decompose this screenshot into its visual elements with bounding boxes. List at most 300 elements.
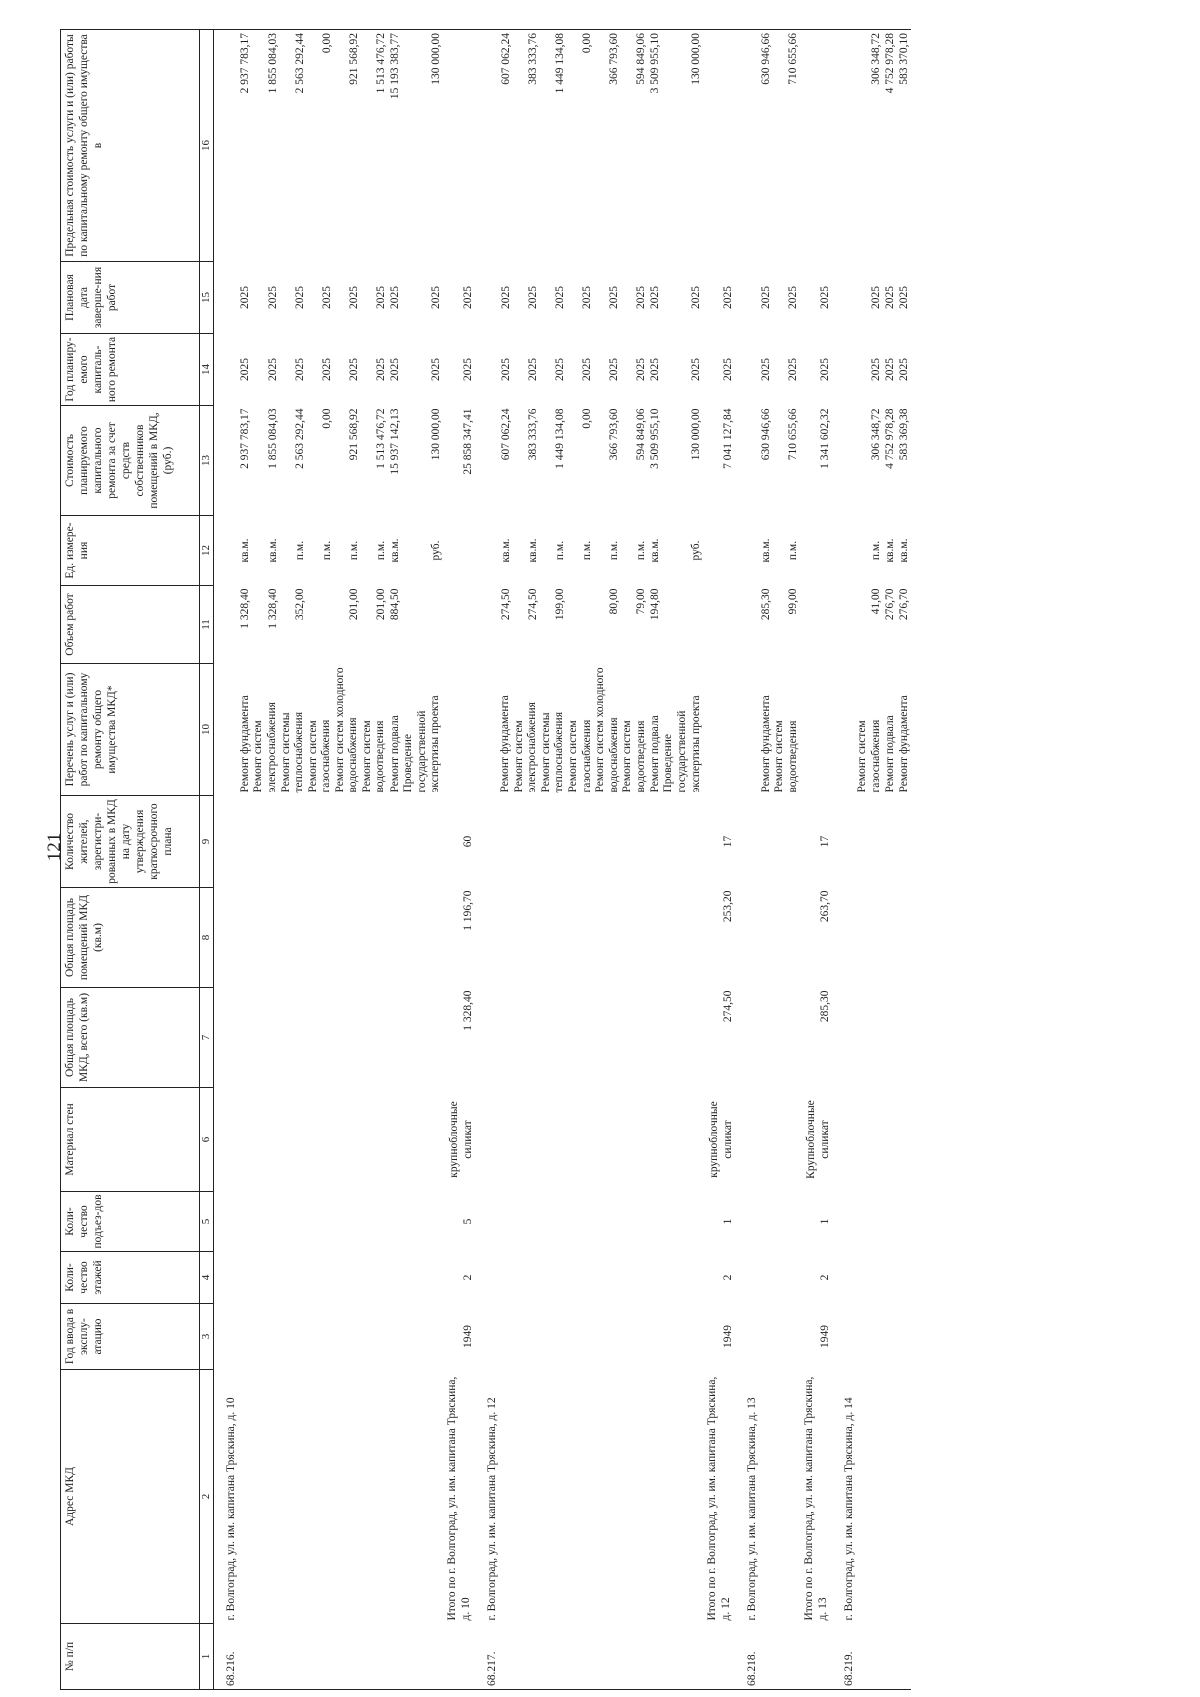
year-built: 1949 — [819, 1325, 832, 1348]
work-volume: 276,70 — [884, 588, 897, 621]
column-header: Общая площадь помещений МКД (кв.м) — [61, 888, 200, 988]
empty-cell — [280, 1088, 307, 1192]
empty-cell — [540, 1252, 567, 1304]
empty-cell — [280, 888, 307, 988]
column-header: Количество жителей, зарегистри-рованных в МКД на дату утверждения краткосрочного плана — [61, 796, 200, 888]
work-row — [759, 30, 773, 1690]
work-year: 2025 — [499, 358, 512, 381]
empty-cell — [513, 1088, 540, 1192]
empty-cell — [402, 1370, 443, 1624]
work-volume: 194,80 — [649, 588, 662, 621]
work-cost: 383 333,76 — [526, 408, 539, 461]
empty-cell — [238, 1252, 252, 1304]
empty-cell — [513, 1624, 540, 1690]
wall-material: крупноблочные силикат — [447, 1101, 474, 1178]
work-unit: кв.м. — [499, 538, 512, 563]
entrances: 5 — [461, 1218, 474, 1225]
work-cost: 1 449 134,08 — [554, 408, 566, 469]
empty-cell — [402, 1252, 443, 1304]
work-row — [513, 30, 540, 1690]
total-end-date: 2025 — [722, 286, 735, 309]
work-unit: п.м. — [320, 540, 333, 561]
capital-repair-table — [60, 29, 911, 1690]
empty-cell — [388, 1304, 402, 1370]
total-year: 2025 — [819, 358, 832, 381]
empty-cell — [621, 796, 648, 888]
residents: 17 — [722, 835, 735, 848]
work-end-date: 2025 — [375, 286, 388, 309]
row-number: 68.217. — [475, 1624, 499, 1690]
work-volume: 1 328,40 — [239, 588, 252, 629]
empty-cell — [361, 1624, 388, 1690]
empty-cell — [703, 516, 735, 586]
empty-cell — [621, 988, 648, 1088]
empty-cell — [662, 888, 703, 988]
empty-cell — [475, 334, 499, 406]
work-row — [773, 30, 800, 1690]
empty-cell — [567, 888, 594, 988]
total-row — [800, 30, 832, 1690]
empty-cell — [499, 1088, 513, 1192]
empty-cell — [759, 1304, 773, 1370]
empty-cell — [443, 586, 475, 664]
empty-cell — [735, 586, 759, 664]
work-year: 2025 — [429, 358, 442, 381]
empty-cell — [759, 988, 773, 1088]
work-row — [540, 30, 567, 1690]
work-limit-cost: 366 793,60 — [594, 30, 621, 262]
empty-cell — [280, 1370, 307, 1624]
empty-cell — [499, 1304, 513, 1370]
empty-cell — [307, 1088, 334, 1192]
empty-cell — [252, 1088, 279, 1192]
premises-area: 1 196,70 — [461, 890, 474, 931]
work-limit-cost: 607 062,24 — [499, 30, 513, 262]
work-name: Ремонт подвала — [388, 715, 401, 793]
work-end-date: 2025 — [429, 286, 442, 309]
work-row — [388, 30, 402, 1690]
empty-cell — [307, 1304, 334, 1370]
empty-cell — [214, 30, 239, 262]
empty-cell — [594, 1252, 621, 1304]
empty-cell — [648, 1370, 662, 1624]
work-end-date: 2025 — [787, 286, 800, 309]
empty-cell — [499, 1624, 513, 1690]
work-unit: кв.м. — [884, 538, 897, 563]
work-unit: п.м. — [870, 540, 883, 561]
work-name: Ремонт систем водоотведения — [360, 720, 387, 793]
column-number: 6 — [200, 1088, 214, 1192]
work-row — [361, 30, 388, 1690]
work-row — [334, 30, 361, 1690]
work-limit-cost: 1 449 134,08 — [540, 30, 567, 262]
work-volume: 274,50 — [499, 588, 512, 621]
empty-cell — [361, 1370, 388, 1624]
empty-cell — [540, 1304, 567, 1370]
work-unit: п.м. — [375, 540, 388, 561]
work-name: Проведение государственной экспертизы проекта — [662, 695, 702, 793]
row-number: 68.216. — [214, 1624, 239, 1690]
work-row — [499, 30, 513, 1690]
empty-cell — [513, 1192, 540, 1252]
empty-cell — [897, 988, 911, 1088]
empty-cell — [307, 1370, 334, 1624]
entrances: 1 — [722, 1218, 735, 1225]
empty-cell — [361, 1088, 388, 1192]
empty-cell — [307, 888, 334, 988]
column-number: 13 — [200, 406, 214, 516]
work-cost: 710 655,66 — [787, 408, 800, 461]
work-row — [252, 30, 279, 1690]
empty-cell — [662, 1624, 703, 1690]
empty-cell — [759, 1088, 773, 1192]
empty-cell — [214, 664, 239, 796]
empty-cell — [388, 1088, 402, 1192]
work-volume — [567, 586, 594, 664]
empty-cell — [648, 1624, 662, 1690]
empty-cell — [334, 888, 361, 988]
work-unit: кв.м. — [898, 538, 911, 563]
work-year: 2025 — [320, 358, 333, 381]
floors: 2 — [461, 1274, 474, 1281]
work-name: Проведение государственной экспертизы проекта — [402, 695, 442, 793]
column-number: 3 — [200, 1304, 214, 1370]
empty-cell — [648, 1252, 662, 1304]
empty-cell — [648, 988, 662, 1088]
empty-cell — [214, 334, 239, 406]
rotated-page — [60, 30, 1200, 1690]
work-cost: 2 563 292,44 — [293, 408, 306, 469]
work-cost: 306 348,72 — [870, 408, 883, 461]
empty-cell — [662, 1370, 703, 1624]
empty-cell — [883, 888, 897, 988]
empty-cell — [800, 586, 832, 664]
work-cost: 366 793,60 — [608, 408, 621, 461]
total-end-date: 2025 — [819, 286, 832, 309]
floors: 2 — [819, 1274, 832, 1281]
address-cell: г. Волгоград, ул. им. капитана Тряскина, д. 13 — [746, 1397, 759, 1621]
column-header: Плановая дата заверше-ния работ — [61, 262, 200, 334]
work-end-date: 2025 — [884, 286, 897, 309]
empty-cell — [594, 796, 621, 888]
total-year: 2025 — [461, 358, 474, 381]
work-year: 2025 — [581, 358, 594, 381]
work-year: 2025 — [649, 358, 662, 381]
work-cost: 3 509 955,10 — [649, 408, 662, 469]
work-unit: п.м. — [554, 540, 566, 561]
total-label: Итого по г. Волгоград, ул. им. капитана Тряскина, д. 12 — [706, 1376, 733, 1621]
empty-cell — [402, 988, 443, 1088]
empty-cell — [621, 1304, 648, 1370]
work-limit-cost: 921 568,92 — [334, 30, 361, 262]
address-row — [475, 30, 499, 1690]
empty-cell — [662, 1252, 703, 1304]
empty-cell — [897, 1624, 911, 1690]
table-body — [214, 30, 911, 1690]
work-end-date: 2025 — [898, 286, 911, 309]
empty-cell — [334, 1370, 361, 1624]
work-end-date: 2025 — [389, 286, 402, 309]
empty-cell — [594, 1304, 621, 1370]
empty-cell — [214, 262, 239, 334]
year-built: 1949 — [722, 1325, 735, 1348]
total-row — [443, 30, 475, 1690]
empty-cell — [307, 988, 334, 1088]
empty-cell — [897, 1088, 911, 1192]
empty-cell — [735, 664, 759, 796]
empty-cell — [883, 1370, 897, 1624]
empty-cell — [567, 1192, 594, 1252]
wall-material: крупноблочные силикат — [708, 1101, 735, 1178]
empty-cell — [475, 586, 499, 664]
work-row — [567, 30, 594, 1690]
column-header: Стоимость планируемого капитального ремонта за счет средств собственников помещений в МКД, (руб.) — [61, 406, 200, 516]
premises-area: 263,70 — [819, 890, 832, 923]
work-row — [238, 30, 252, 1690]
empty-cell — [856, 1192, 883, 1252]
empty-cell — [567, 1624, 594, 1690]
work-end-date: 2025 — [239, 286, 252, 309]
work-name: Ремонт системы теплоснабжения — [539, 712, 566, 793]
work-limit-cost: 1 855 084,03 — [252, 30, 279, 262]
empty-cell — [252, 1304, 279, 1370]
work-cost: 594 849,06 — [635, 408, 648, 461]
empty-cell — [252, 796, 279, 888]
header-row — [61, 30, 200, 1690]
work-unit: п.м. — [347, 540, 360, 561]
work-volume: 79,00 — [635, 588, 648, 615]
work-unit: кв.м. — [266, 538, 279, 563]
empty-cell — [897, 1252, 911, 1304]
work-year: 2025 — [690, 358, 703, 381]
empty-cell — [402, 1088, 443, 1192]
work-limit-cost: 594 849,06 — [621, 30, 648, 262]
work-name: Ремонт подвала — [883, 715, 896, 793]
work-cost: 2 937 783,17 — [239, 408, 252, 469]
work-year: 2025 — [635, 358, 648, 381]
empty-cell — [402, 796, 443, 888]
work-unit: кв.м. — [526, 538, 539, 563]
work-end-date: 2025 — [760, 286, 773, 309]
work-name: Ремонт фундамента — [759, 695, 772, 793]
total-area: 285,30 — [819, 990, 832, 1023]
work-cost: 130 000,00 — [429, 408, 442, 461]
work-volume: 80,00 — [608, 588, 621, 615]
empty-cell — [388, 988, 402, 1088]
empty-cell — [662, 988, 703, 1088]
work-year: 2025 — [608, 358, 621, 381]
work-limit-cost: 2 937 783,17 — [238, 30, 252, 262]
empty-cell — [800, 664, 832, 796]
work-volume: 201,00 — [347, 588, 360, 621]
empty-cell — [280, 1304, 307, 1370]
empty-cell — [540, 1624, 567, 1690]
work-limit-cost: 3 509 955,10 — [648, 30, 662, 262]
empty-cell — [773, 1370, 800, 1624]
work-end-date: 2025 — [608, 286, 621, 309]
empty-cell — [499, 796, 513, 888]
work-limit-cost: 130 000,00 — [402, 30, 443, 262]
work-volume: 41,00 — [870, 588, 883, 615]
empty-cell — [773, 1088, 800, 1192]
empty-cell — [897, 888, 911, 988]
empty-cell — [567, 1252, 594, 1304]
work-volume: 285,30 — [760, 588, 773, 621]
column-header: Коли-чество этажей — [61, 1252, 200, 1304]
column-header: Перечень услуг и (или) работ по капитальному ремонту общего имущества МКД* — [61, 664, 200, 796]
empty-cell — [388, 796, 402, 888]
address-cell: г. Волгоград, ул. им. капитана Тряскина, д. 10 — [214, 796, 239, 1624]
work-volume — [402, 586, 443, 664]
empty-cell — [897, 1370, 911, 1624]
empty-cell — [856, 1370, 883, 1624]
work-row — [307, 30, 334, 1690]
empty-cell — [856, 796, 883, 888]
empty-cell — [621, 1252, 648, 1304]
work-cost: 607 062,24 — [499, 408, 512, 461]
empty-cell — [759, 1252, 773, 1304]
work-year: 2025 — [389, 358, 402, 381]
empty-cell — [735, 516, 759, 586]
empty-cell — [334, 1252, 361, 1304]
empty-cell — [499, 1252, 513, 1304]
column-header: Адрес МКД — [61, 1370, 200, 1624]
work-name: Ремонт систем холодного водоснабжения — [594, 667, 620, 793]
empty-cell — [361, 1304, 388, 1370]
empty-cell — [735, 262, 759, 334]
column-number: 1 — [200, 1624, 214, 1690]
work-end-date: 2025 — [870, 286, 883, 309]
work-volume: 274,50 — [526, 588, 539, 621]
empty-cell — [540, 1192, 567, 1252]
empty-cell — [856, 1624, 883, 1690]
empty-cell — [759, 1370, 773, 1624]
work-year: 2025 — [293, 358, 306, 381]
work-end-date: 2025 — [499, 286, 512, 309]
column-number: 4 — [200, 1252, 214, 1304]
work-year: 2025 — [239, 358, 252, 381]
empty-cell — [594, 988, 621, 1088]
work-limit-cost: 306 348,72 — [856, 30, 883, 262]
column-number: 2 — [200, 1370, 214, 1624]
residents: 60 — [461, 835, 474, 848]
total-end-date: 2025 — [461, 286, 474, 309]
empty-cell — [214, 516, 239, 586]
empty-cell — [832, 406, 856, 516]
empty-cell — [334, 796, 361, 888]
empty-cell — [513, 1370, 540, 1624]
empty-cell — [735, 406, 759, 516]
empty-cell — [334, 1192, 361, 1252]
empty-cell — [361, 1252, 388, 1304]
work-limit-cost: 0,00 — [567, 30, 594, 262]
empty-cell — [773, 1304, 800, 1370]
empty-cell — [883, 988, 897, 1088]
empty-cell — [773, 796, 800, 888]
work-name: Ремонт систем водоотведения — [773, 720, 799, 793]
work-name: Ремонт систем холодного водоснабжения — [333, 667, 360, 793]
work-end-date: 2025 — [649, 286, 662, 309]
empty-cell — [648, 1304, 662, 1370]
empty-cell — [832, 664, 856, 796]
empty-cell — [897, 796, 911, 888]
work-year: 2025 — [347, 358, 360, 381]
work-year: 2025 — [870, 358, 883, 381]
work-cost: 130 000,00 — [690, 408, 703, 461]
empty-cell — [402, 1192, 443, 1252]
work-limit-cost: 15 193 383,77 — [388, 30, 402, 262]
empty-cell — [883, 1304, 897, 1370]
work-row — [594, 30, 621, 1690]
empty-cell — [238, 888, 252, 988]
work-cost: 1 855 084,03 — [266, 408, 279, 469]
work-cost: 921 568,92 — [347, 408, 360, 461]
empty-cell — [238, 796, 252, 888]
empty-cell — [856, 1304, 883, 1370]
work-end-date: 2025 — [526, 286, 539, 309]
empty-cell — [238, 988, 252, 1088]
empty-cell — [856, 888, 883, 988]
work-limit-cost: 630 946,66 — [759, 30, 773, 262]
work-unit: кв.м. — [760, 538, 773, 563]
column-number: 8 — [200, 888, 214, 988]
empty-cell — [540, 888, 567, 988]
empty-cell — [594, 1192, 621, 1252]
empty-cell — [759, 796, 773, 888]
column-header: Коли-чество подъез-дов — [61, 1192, 200, 1252]
empty-cell — [443, 516, 475, 586]
empty-cell — [238, 1370, 252, 1624]
work-unit: кв.м. — [649, 538, 662, 563]
empty-cell — [334, 1088, 361, 1192]
empty-cell — [443, 30, 475, 262]
work-cost: 4 752 978,28 — [884, 408, 897, 469]
empty-cell — [648, 796, 662, 888]
empty-cell — [475, 664, 499, 796]
work-year: 2025 — [554, 358, 566, 381]
total-year: 2025 — [722, 358, 735, 381]
empty-cell — [280, 1192, 307, 1252]
empty-cell — [475, 406, 499, 516]
work-end-date: 2025 — [554, 286, 566, 309]
empty-cell — [856, 1088, 883, 1192]
work-limit-cost: 0,00 — [307, 30, 334, 262]
empty-cell — [567, 1088, 594, 1192]
work-limit-cost: 4 752 978,28 — [883, 30, 897, 262]
empty-cell — [773, 888, 800, 988]
total-area: 274,50 — [722, 990, 735, 1023]
empty-cell — [800, 1624, 832, 1690]
work-cost: 630 946,66 — [760, 408, 773, 461]
residents: 17 — [819, 835, 832, 848]
work-name: Ремонт систем газоснабжения — [306, 719, 333, 793]
row-number: 68.218. — [735, 1624, 759, 1690]
total-label: Итого по г. Волгоград, ул. им. капитана Тряскина, д. 10 — [445, 1376, 472, 1621]
address-row — [735, 30, 759, 1690]
empty-cell — [759, 1192, 773, 1252]
work-volume: 199,00 — [554, 588, 566, 621]
column-number-row — [200, 30, 214, 1690]
empty-cell — [443, 1624, 475, 1690]
empty-cell — [703, 664, 735, 796]
empty-cell — [280, 1252, 307, 1304]
work-row — [856, 30, 883, 1690]
empty-cell — [832, 262, 856, 334]
column-header: № п/п — [61, 1624, 200, 1690]
work-name: Ремонт системы теплоснабжения — [279, 712, 306, 793]
empty-cell — [388, 1192, 402, 1252]
work-year: 2025 — [884, 358, 897, 381]
